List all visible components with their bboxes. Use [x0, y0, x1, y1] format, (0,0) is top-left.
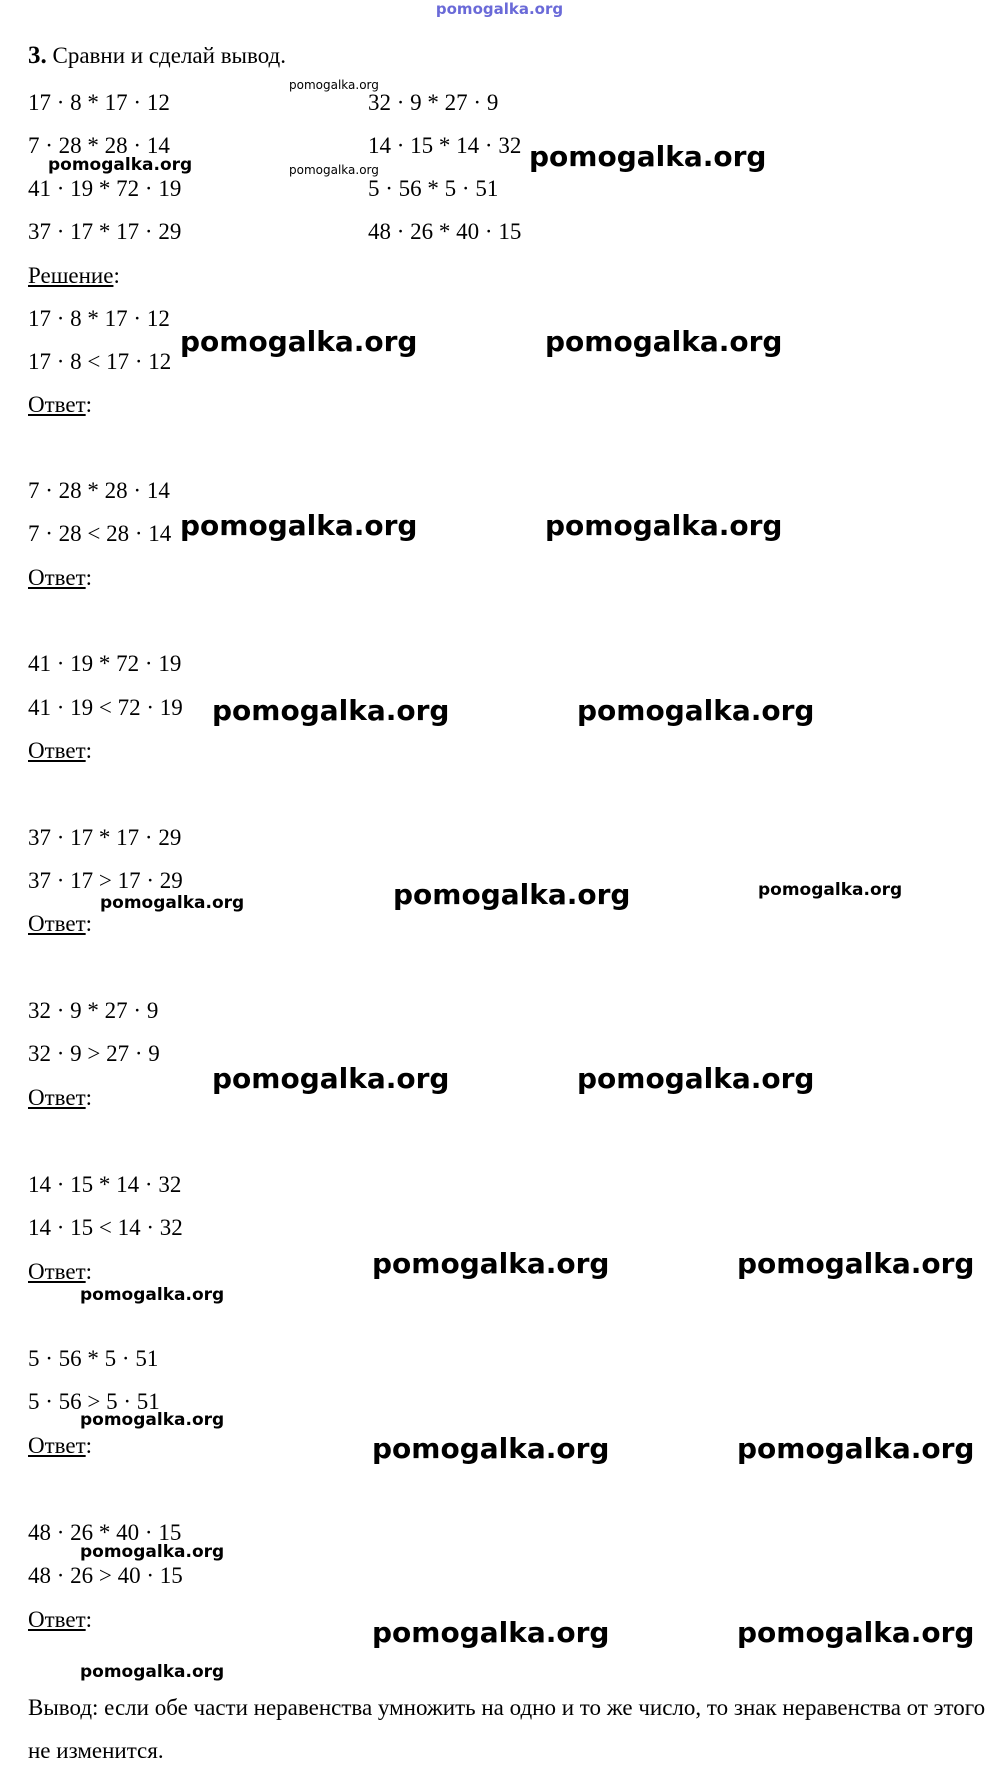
watermark: pomogalka.org: [577, 1062, 815, 1095]
solution-2-expr: 7 · 28 * 28 · 14: [28, 478, 170, 503]
watermark: pomogalka.org: [212, 1062, 450, 1095]
task-text: Сравни и сделай вывод.: [52, 43, 287, 68]
solution-8-expr: 48 · 26 * 40 · 15: [28, 1520, 182, 1545]
watermark: pomogalka.org: [545, 509, 783, 542]
watermark: pomogalka.org: [80, 1285, 225, 1305]
watermark: pomogalka.org: [80, 1410, 225, 1430]
watermark: pomogalka.org: [372, 1432, 610, 1465]
solution-4-expr: 37 · 17 * 17 · 29: [28, 825, 182, 850]
watermark: pomogalka.org: [529, 140, 767, 173]
task-number: 3.: [28, 42, 47, 69]
answer-label-2: Ответ:: [28, 565, 93, 590]
answer-label-3: Ответ:: [28, 738, 93, 763]
solution-3-expr: 41 · 19 * 72 · 19: [28, 651, 182, 676]
answer-label-7: Ответ:: [28, 1433, 93, 1458]
watermark: pomogalka.org: [758, 880, 903, 900]
watermark: pomogalka.org: [545, 325, 783, 358]
site-link[interactable]: pomogalka.org: [435, 0, 564, 18]
example-right-1: 32 · 9 * 27 · 9: [368, 90, 499, 115]
example-left-4: 37 · 17 * 17 · 29: [28, 219, 182, 244]
watermark: pomogalka.org: [737, 1616, 975, 1649]
answer-label-5: Ответ:: [28, 1085, 93, 1110]
watermark: pomogalka.org: [48, 155, 193, 175]
solution-7-expr: 5 · 56 * 5 · 51: [28, 1346, 159, 1371]
example-left-2: 7 · 28 * 28 · 14: [28, 133, 170, 158]
watermark: pomogalka.org: [289, 78, 379, 92]
answer-label-6: Ответ:: [28, 1259, 93, 1284]
solution-3-result: 41 · 19 < 72 · 19: [28, 695, 183, 720]
example-left-1: 17 · 8 * 17 · 12: [28, 90, 170, 115]
solution-1-expr: 17 · 8 * 17 · 12: [28, 306, 170, 331]
watermark: pomogalka.org: [372, 1247, 610, 1280]
solution-4-result: 37 · 17 > 17 · 29: [28, 868, 183, 893]
task-heading: [28, 42, 286, 70]
answer-label-8: Ответ:: [28, 1607, 93, 1632]
solution-7-result: 5 · 56 > 5 · 51: [28, 1389, 160, 1414]
watermark: pomogalka.org: [393, 878, 631, 911]
solution-5-expr: 32 · 9 * 27 · 9: [28, 998, 159, 1023]
answer-label-1: Ответ:: [28, 392, 93, 417]
solution-8-result: 48 · 26 > 40 · 15: [28, 1563, 183, 1588]
answer-label-4: Ответ:: [28, 911, 93, 936]
solution-6-expr: 14 · 15 * 14 · 32: [28, 1172, 182, 1197]
solution-1-result: 17 · 8 < 17 · 12: [28, 349, 172, 374]
watermark: pomogalka.org: [180, 325, 418, 358]
watermark: pomogalka.org: [180, 509, 418, 542]
solution-2-result: 7 · 28 < 28 · 14: [28, 521, 172, 546]
watermark: pomogalka.org: [737, 1247, 975, 1280]
watermark: pomogalka.org: [212, 694, 450, 727]
watermark: pomogalka.org: [372, 1616, 610, 1649]
watermark: pomogalka.org: [80, 1542, 225, 1562]
watermark: pomogalka.org: [737, 1432, 975, 1465]
solution-6-result: 14 · 15 < 14 · 32: [28, 1215, 183, 1240]
watermark: pomogalka.org: [577, 694, 815, 727]
solution-label: Решение:: [28, 263, 120, 288]
watermark: pomogalka.org: [289, 163, 379, 177]
watermark: pomogalka.org: [80, 1662, 225, 1682]
solution-5-result: 32 · 9 > 27 · 9: [28, 1041, 160, 1066]
example-right-4: 48 · 26 * 40 · 15: [368, 219, 522, 244]
example-right-3: 5 · 56 * 5 · 51: [368, 176, 499, 201]
example-right-2: 14 · 15 * 14 · 32: [368, 133, 522, 158]
watermark: pomogalka.org: [100, 893, 245, 913]
conclusion-text: Вывод: если обе части неравенства умножить на одно и то же число, то знак неравенства от этого не изменится.: [28, 1695, 986, 1763]
example-left-3: 41 · 19 * 72 · 19: [28, 176, 182, 201]
